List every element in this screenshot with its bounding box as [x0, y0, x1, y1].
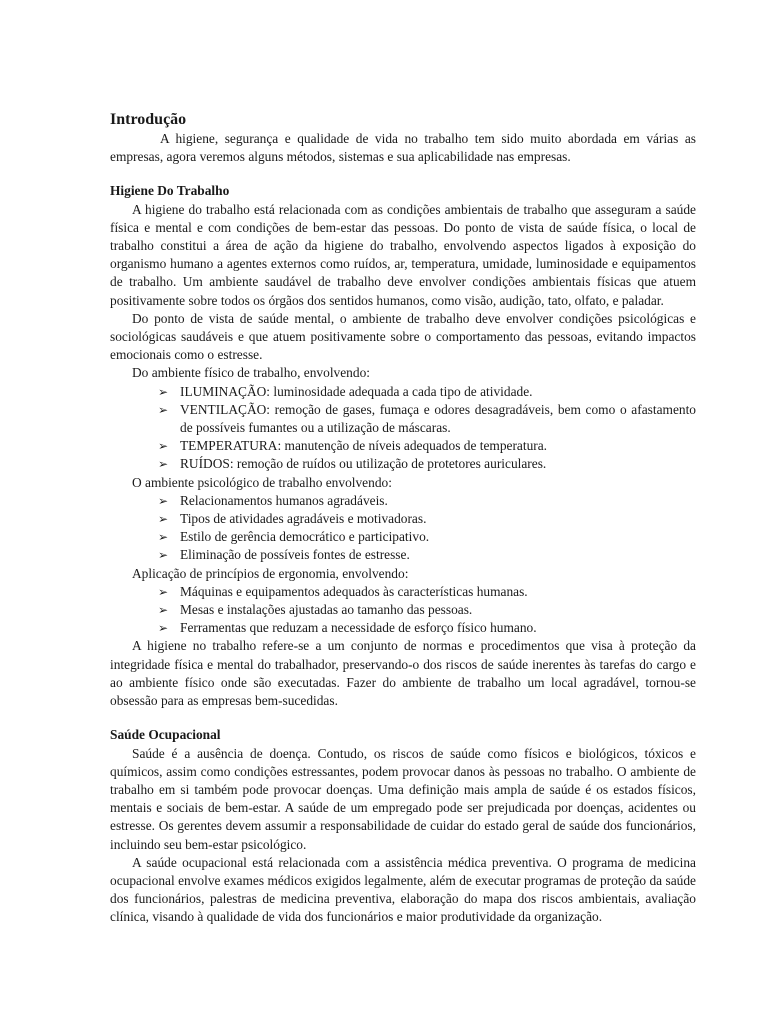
- bullet-list: [110, 383, 696, 474]
- section-title: Higiene Do Trabalho: [110, 183, 230, 199]
- list-lead: O ambiente psicológico de trabalho envolvendo:: [132, 474, 392, 490]
- list-item: ➢ VENTILAÇÃO: remoção de gases, fumaça e odores desagradáveis, bem como o afastamento de possíveis fumantes ou a utilização de máscaras.: [158, 401, 696, 436]
- arrow-bullet-icon: ➢: [158, 439, 169, 454]
- arrow-bullet-icon: ➢: [158, 457, 169, 472]
- section-introducao: [110, 110, 696, 166]
- list-item: ➢ Ferramentas que reduzam a necessidade de esforço físico humano.: [158, 619, 696, 637]
- list-item: ➢ Eliminação de possíveis fontes de estresse.: [158, 546, 696, 564]
- list-item: ➢ Máquinas e equipamentos adequados às características humanas.: [158, 583, 696, 601]
- document-body: [110, 110, 696, 927]
- list-item: ➢ RUÍDOS: remoção de ruídos ou utilização de protetores auriculares.: [158, 455, 696, 473]
- paragraph: Saúde é a ausência de doença. Contudo, os riscos de saúde como físicos e biológicos, tóxicos e químicos, assim como condições estressantes, podem provocar danos às pessoas no trabalho. O ambiente de trabalho em si também pode provocar doenças. Uma definição mais ampla de saúde é os estados físicos, mentais e sociais de bem-estar. A saúde de um empregado pode ser prejudicada por doenças, acidentes ou estresse. Os gerentes devem assumir a responsabilidade de cuidar do estado geral de saúde dos funcionários, incluindo seu bem-estar psicológico.: [110, 745, 696, 852]
- bullet-list: [110, 492, 696, 565]
- arrow-bullet-icon: ➢: [158, 584, 169, 599]
- paragraph: A higiene, segurança e qualidade de vida no trabalho tem sido muito abordada em várias as empresas, agora veremos alguns métodos, sistemas e sua aplicabilidade nas empresas.: [110, 131, 696, 165]
- section-higiene: [110, 182, 696, 710]
- arrow-bullet-icon: ➢: [158, 512, 169, 527]
- arrow-bullet-icon: ➢: [158, 621, 169, 636]
- list-item: ➢ ILUMINAÇÃO: luminosidade adequada a cada tipo de atividade.: [158, 383, 696, 401]
- paragraph: A higiene do trabalho está relacionada com as condições ambientais de trabalho que asseguram a saúde física e mental e com condições de bem-estar das pessoas. Do ponto de vista de saúde física, o local de trabalho constitui a área de ação da higiene do trabalho, envolvendo aspectos ligados à exposição do organismo humano a agentes externos como ruídos, ar, temperatura, umidade, luminosidade e equipamentos de trabalho. Um ambiente saudável de trabalho deve envolver condições ambientais físicas que atuem positivamente sobre todos os órgãos dos sentidos humanos, como visão, audição, tato, olfato, e paladar.: [110, 201, 696, 308]
- paragraph: A saúde ocupacional está relacionada com a assistência médica preventiva. O programa de medicina ocupacional envolve exames médicos exigidos legalmente, além de executar programas de proteção da saúde dos funcionários, palestras de medicina preventiva, elaboração do mapa dos riscos ambientais, avaliação clínica, visando à qualidade de vida dos funcionários e maior produtividade da organização.: [110, 854, 696, 925]
- arrow-bullet-icon: ➢: [158, 530, 169, 545]
- arrow-bullet-icon: ➢: [158, 603, 169, 618]
- list-item: ➢ TEMPERATURA: manutenção de níveis adequados de temperatura.: [158, 437, 696, 455]
- list-lead: Do ambiente físico de trabalho, envolvendo:: [132, 365, 370, 381]
- list-item: ➢ Tipos de atividades agradáveis e motivadoras.: [158, 510, 696, 528]
- list-lead: Aplicação de princípios de ergonomia, envolvendo:: [132, 565, 409, 581]
- arrow-bullet-icon: ➢: [158, 548, 169, 563]
- list-item: ➢ Estilo de gerência democrático e participativo.: [158, 528, 696, 546]
- bullet-list: [110, 583, 696, 638]
- arrow-bullet-icon: ➢: [158, 384, 169, 399]
- paragraph: Do ponto de vista de saúde mental, o ambiente de trabalho deve envolver condições psicológicas e sociológicas saudáveis e que atuem positivamente sobre o comportamento das pessoas, evitando impactos emocionais como o estresse.: [110, 310, 696, 363]
- paragraph: A higiene no trabalho refere-se a um conjunto de normas e procedimentos que visa à proteção da integridade física e mental do trabalhador, preservando-o dos riscos de saúde inerentes às tarefas do cargo e ao ambiente físico onde são executadas. Fazer do ambiente de trabalho um local agradável, tornou-se obsessão para as empresas bem-sucedidas.: [110, 638, 696, 709]
- list-item: ➢ Mesas e instalações ajustadas ao tamanho das pessoas.: [158, 601, 696, 619]
- list-item: ➢ Relacionamentos humanos agradáveis.: [158, 492, 696, 510]
- arrow-bullet-icon: ➢: [158, 402, 169, 417]
- arrow-bullet-icon: ➢: [158, 493, 169, 508]
- section-title: Introdução: [110, 111, 187, 128]
- section-saude-ocupacional: [110, 726, 696, 926]
- section-title: Saúde Ocupacional: [110, 727, 221, 743]
